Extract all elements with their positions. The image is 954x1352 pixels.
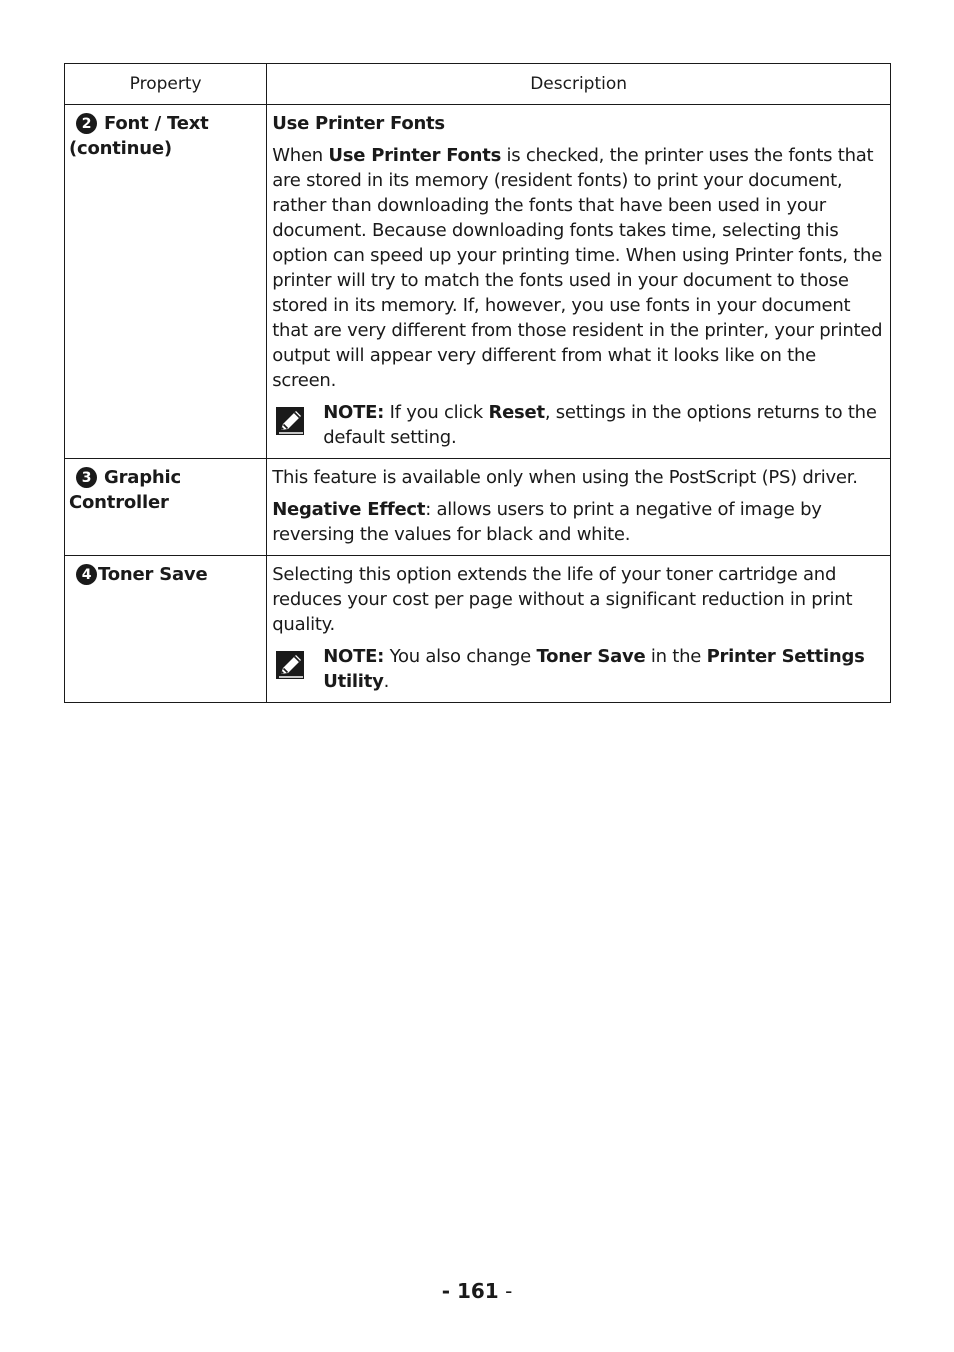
number-badge-icon: 3 [76, 467, 97, 488]
description-paragraph: When Use Printer Fonts is checked, the printer uses the fonts that are stored in its memory (resident fonts) to print your document, rather than downloading the fonts that have been used in your document. Because downloading fonts takes time, selecting this option can speed up your printing time. When using Printer fonts, the printer will try to match the fonts used in your document to those stored in its memory. If, however, you use fonts in your document that are very different from those resident in the printer, your printed output will appear very different from what it looks like on the screen. [272, 145, 883, 391]
number-badge-icon: 2 [76, 113, 97, 134]
header-property: Property [65, 64, 267, 105]
property-label-continued: Controller [69, 492, 169, 513]
property-cell-graphic-controller [65, 459, 267, 556]
table-row [65, 556, 891, 703]
note-block [272, 644, 884, 694]
property-cell-font-text [65, 105, 267, 459]
description-paragraph: This feature is available only when using the PostScript (PS) driver. [272, 467, 858, 488]
property-cell-toner-save [65, 556, 267, 703]
table-header-row [65, 64, 891, 105]
property-label: Font / Text [104, 113, 209, 134]
section-heading: Use Printer Fonts [272, 113, 445, 134]
header-description: Description [267, 64, 891, 105]
table-row [65, 105, 891, 459]
property-label: Toner Save [98, 564, 208, 585]
note-text: NOTE: You also change Toner Save in the Printer Settings Utility. [323, 646, 865, 692]
description-cell-toner-save [267, 556, 891, 703]
number-badge-icon: 4 [76, 564, 97, 585]
property-label: Graphic [104, 467, 181, 488]
property-label-continued: (continue) [69, 138, 172, 159]
page-number: - 161 - [441, 1279, 513, 1303]
note-pencil-icon [276, 406, 306, 436]
description-cell-graphic-controller [267, 459, 891, 556]
description-cell-font-text [267, 105, 891, 459]
description-paragraph: Selecting this option extends the life of your toner cartridge and reduces your cost per page without a significant reduction in print quality. [272, 564, 853, 635]
note-pencil-icon [276, 650, 306, 680]
note-text: NOTE: If you click Reset, settings in the options returns to the default setting. [323, 402, 877, 448]
property-description-table [64, 63, 891, 703]
note-block [272, 400, 884, 450]
description-paragraph: Negative Effect: allows users to print a negative of image by reversing the values for black and white. [272, 499, 822, 545]
table-row [65, 459, 891, 556]
